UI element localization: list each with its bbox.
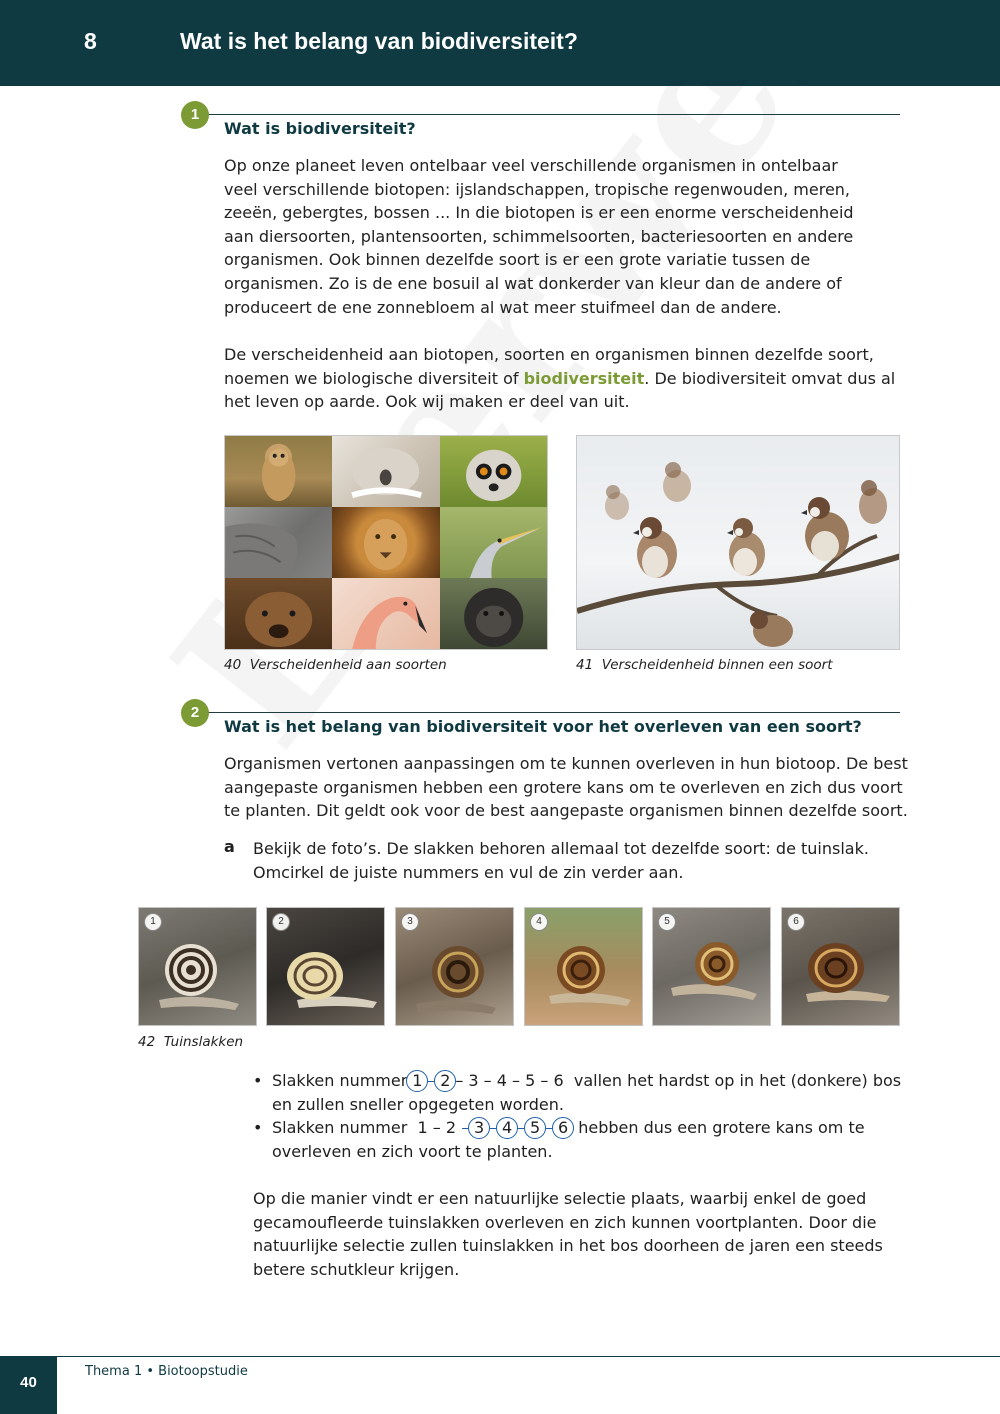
section-1-paragraph-1: [224, 154, 904, 319]
chapter-number: 8: [84, 28, 97, 54]
bullet-prefix: Slakken nummer: [272, 1118, 408, 1138]
text-line: Op die manier vindt er een natuurlijke selectie plaats, waarbij enkel de goed: [253, 1189, 867, 1208]
text-line: De verscheidenheid aan biotopen, soorten en organismen binnen dezelfde soort,: [224, 345, 874, 364]
circled-answer[interactable]: 1: [406, 1070, 428, 1092]
circled-answer[interactable]: 4: [496, 1117, 518, 1139]
snail-number-badge: 4: [530, 913, 548, 931]
text-line: Omcirkel de juiste nummers en vul de zin verder aan.: [253, 862, 684, 882]
heron-photo: [440, 507, 547, 578]
figure-40-image: [224, 435, 548, 650]
text-line: aangepaste organismen hebben een grotere kans om te overleven en zich dus voort: [224, 777, 903, 797]
section-1-rule: [200, 114, 900, 115]
snail-number-badge: 2: [272, 913, 290, 931]
text-line: gecamoufleerde tuinslakken overleven en zich kunnen voortplanten. Door die: [253, 1212, 877, 1232]
bullet-suffix: vallen het hardst op in het (donkere) bos: [573, 1071, 902, 1090]
answer-number[interactable]: 1: [417, 1118, 428, 1138]
snail-number-badge: 6: [787, 913, 805, 931]
circled-answer[interactable]: 2: [434, 1070, 456, 1092]
snail-number-badge: 1: [144, 913, 162, 931]
gorilla-photo: [440, 578, 547, 649]
keyword-biodiversiteit: biodiversiteit: [523, 368, 645, 388]
text-segment: . De biodiversiteit omvat dus al: [644, 368, 896, 388]
section-2-rule: [200, 712, 900, 713]
sparrow-1: [633, 517, 677, 578]
sparrow-7: [605, 485, 629, 520]
snail-photo-5: [652, 907, 771, 1026]
snail-photo-1: [138, 907, 257, 1026]
answer-number[interactable]: 5: [525, 1071, 536, 1090]
text-line: het leven op aarde. Ook wij maken er deel van uit.: [224, 392, 630, 412]
text-line: [224, 367, 904, 391]
bear-photo: [225, 578, 332, 649]
section-2-intro: [224, 752, 908, 823]
page-number-box: [0, 1356, 57, 1414]
bullet-1: • Slakken nummer 1 2 – 3 – 4 – 5 – 6 vallen het hardst op in het (donkere) bos: [253, 1069, 913, 1093]
bullet-continuation: overleven en zich voort te planten.: [272, 1141, 553, 1161]
text-line: betere schutkleur krijgen.: [253, 1259, 460, 1279]
text-line: organismen. Zo is de ene bosuil al wat donkerder van kleur dan de andere of: [224, 273, 842, 293]
answer-number[interactable]: 3: [468, 1071, 479, 1090]
sparrow-2: [727, 518, 765, 576]
bullet-suffix: hebben dus een grotere kans om te: [578, 1118, 865, 1138]
lemur-photo: [440, 436, 547, 507]
text-line: zeeën, gebergtes, bossen ... In die biotopen is er een enorme verscheidenheid: [224, 203, 854, 223]
footer-rule: [57, 1356, 1000, 1357]
bullet-dot: •: [253, 1071, 263, 1090]
page-header: [0, 0, 1000, 86]
snail-photo-2: [266, 907, 385, 1026]
bullet-1-line-2: [253, 1093, 913, 1117]
bullet-continuation: en zullen sneller opgegeten worden.: [272, 1094, 564, 1114]
text-line: Organismen vertonen aanpassingen om te kunnen overleven in hun biotoop. De best: [224, 754, 908, 773]
page-title: Wat is het belang van biodiversiteit?: [180, 28, 578, 54]
flamingo-photo: [332, 578, 439, 649]
text-line: aan diersoorten, plantensoorten, schimmelsoorten, bacteriesoorten en andere: [224, 226, 854, 246]
section-1-title: Wat is biodiversiteit?: [224, 119, 416, 138]
figure-41-image: [576, 435, 900, 650]
figure-number: 42: [138, 1034, 156, 1050]
text-line: organismen. Ook binnen dezelfde soort is er een grote variatie tussen de: [224, 250, 811, 270]
bullet-prefix: Slakken nummer: [272, 1071, 408, 1090]
sparrows-illustration: [577, 436, 900, 650]
section-1-paragraph-2: [224, 343, 904, 414]
figure-caption-text: Verscheidenheid binnen een soort: [601, 657, 833, 673]
bullet-2: • Slakken nummer 1 – 2 3 4 5 6 hebben dus een grotere kans om te: [253, 1116, 913, 1140]
text-line: te planten. Dit geldt ook voor de best aangepaste organismen binnen dezelfde soort.: [224, 801, 908, 821]
koala-photo: [332, 436, 439, 507]
figure-caption-text: Tuinslakken: [163, 1034, 244, 1050]
text-line: veel verschillende biotopen: ijslandschappen, tropische regenwouden, meren,: [224, 179, 851, 199]
sparrow-5: [750, 611, 793, 647]
page-number: 40: [20, 1374, 37, 1391]
snail-number-badge: 3: [401, 913, 419, 931]
bullet-2-line-2: [253, 1140, 913, 1164]
answer-number[interactable]: 4: [496, 1071, 507, 1090]
text-line: natuurlijke selectie zullen tuinslakken in het bos doorheen de jaren een steeds: [253, 1236, 883, 1256]
snail-number-badge: 5: [658, 913, 676, 931]
text-line: Op onze planeet leven ontelbaar veel verschillende organismen in ontelbaar: [224, 156, 838, 175]
figure-41-caption: [576, 657, 833, 673]
sparrow-3: [801, 497, 849, 561]
snail-photo-6: [781, 907, 900, 1026]
question-text: [253, 837, 903, 884]
sparrow-4: [663, 462, 691, 502]
section-1-badge: 1: [181, 101, 209, 129]
sparrow-6: [859, 480, 887, 524]
snail-photo-4: [524, 907, 643, 1026]
answer-number[interactable]: 2: [445, 1118, 457, 1138]
figure-caption-text: Verscheidenheid aan soorten: [249, 657, 447, 673]
text-segment: noemen we biologische diversiteit of: [224, 368, 524, 388]
answer-number[interactable]: 6: [553, 1071, 564, 1090]
question-letter: a: [224, 837, 235, 856]
meerkat-photo: [225, 436, 332, 507]
snail-photo-3: [395, 907, 514, 1026]
circled-answer[interactable]: 5: [524, 1117, 546, 1139]
circled-answer[interactable]: 3: [468, 1117, 490, 1139]
footer-theme: Thema 1 • Biotoopstudie: [85, 1364, 248, 1379]
figure-number: 41: [576, 657, 594, 673]
section-2-title: Wat is het belang van biodiversiteit voor het overleven van een soort?: [224, 717, 862, 736]
text-line: produceert de ene zonnebloem al wat meer stuifmeel dan de andere.: [224, 297, 782, 317]
circled-answer[interactable]: 6: [552, 1117, 574, 1139]
section-2-badge: 2: [181, 699, 209, 727]
text-line: Bekijk de foto’s. De slakken behoren allemaal tot dezelfde soort: de tuinslak.: [253, 839, 869, 858]
elephant-photo: [225, 507, 332, 578]
lion-photo: [332, 507, 439, 578]
figure-42-caption: [138, 1034, 243, 1050]
bullet-dot: •: [253, 1118, 263, 1138]
conclusion-paragraph: [253, 1187, 903, 1281]
figure-40-caption: [224, 657, 447, 673]
answer-bullets: [253, 1069, 913, 1163]
figure-number: 40: [224, 657, 242, 673]
